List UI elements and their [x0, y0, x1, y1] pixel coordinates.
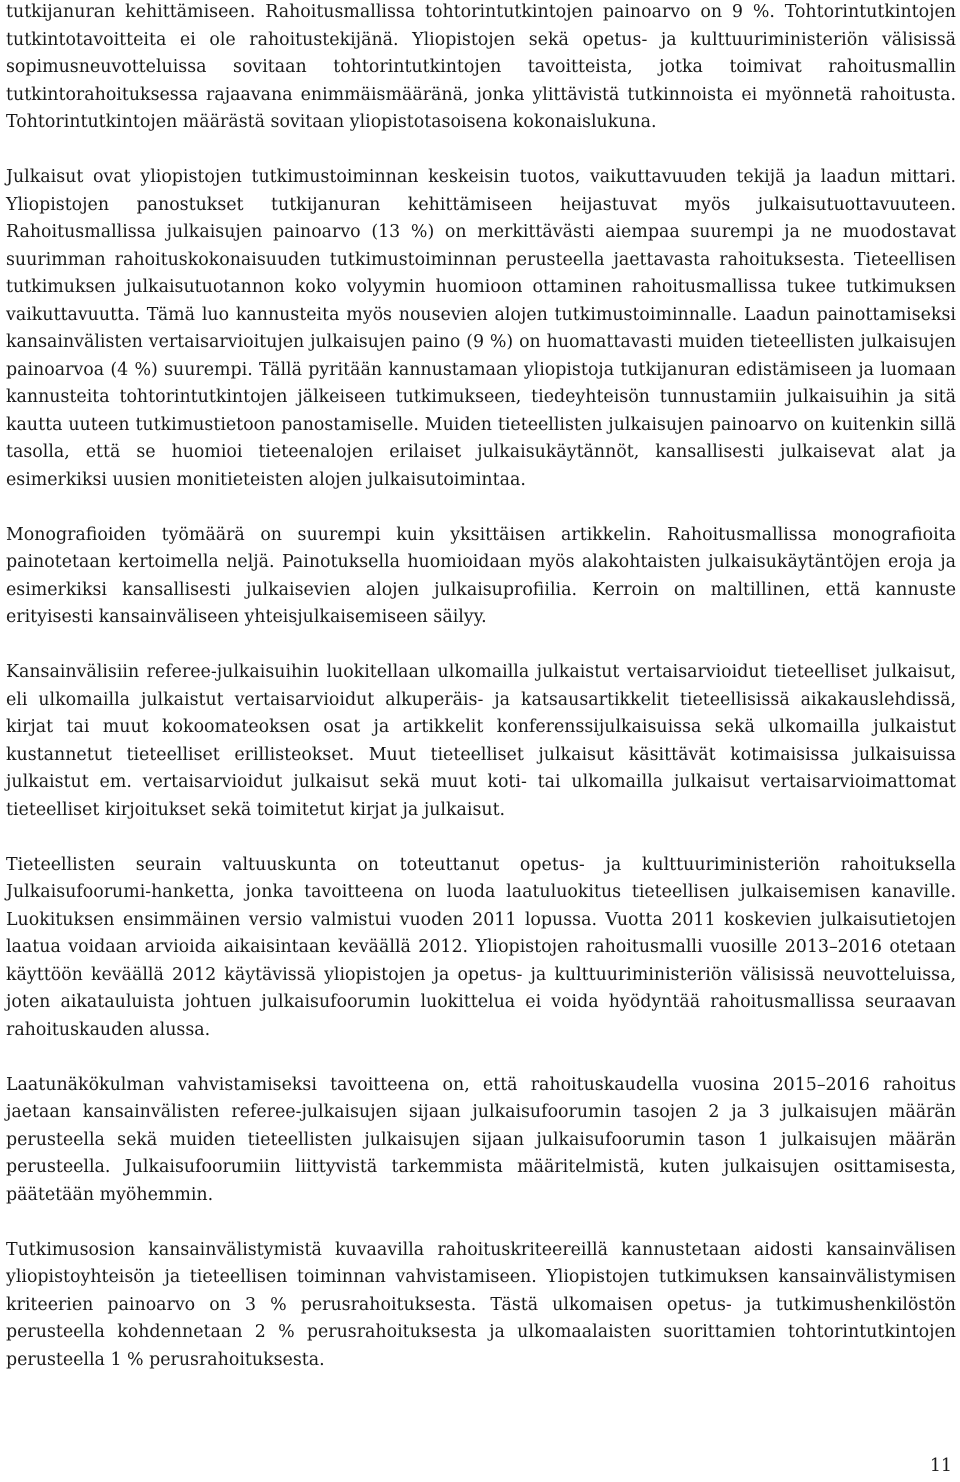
paragraph-quality-perspective: Laatunäkökulman vahvistamiseksi tavoitteena on, että rahoituskaudella vuosina 2015–2016 rahoitus jaetaan kansainvälisten referee-julkaisujen sijaan julkaisufoorumin tasojen 2 ja 3 julkaisujen määrän perusteella sekä muiden tieteellisten julkaisujen sijaan julkaisufoorumin tason 1 julkaisujen määrän perusteella. Julkaisufoorumiin liittyvistä tarkemmista määritelmistä, kuten julkaisujen osittamisesta, päätetään myöhemmin. — [6, 1074, 956, 1205]
paragraph-publication-forum: Tieteellisten seurain valtuuskunta on toteuttanut opetus- ja kulttuuriministeriön rahoituksella Julkaisufoorumi-hanketta, jonka tavoitteena on luoda laatuluokitus tieteellisen julkaisemisen kanaville. Luokituksen ensimmäinen versio valmistui vuoden 2011 lopussa. Vuotta 2011 koskevien julkaisutietojen laatua voidaan arvioida aikaisintaan keväällä 2012. Yliopistojen rahoitusmalli vuosille 2013–2016 otetaan käyttöön keväällä 2012 käytävissä yliopistojen ja opetus- ja kulttuuriministeriön välisissä neuvotteluissa, joten aikatauluista johtuen julkaisufoorumin luokittelua ei voida hyödyntää rahoitusmallissa seuraavan rahoituskauden alussa. — [6, 854, 956, 1040]
page-number: 11 — [929, 1456, 952, 1476]
paragraph-monographs: Monografioiden työmäärä on suurempi kuin yksittäisen artikkelin. Rahoitusmallissa monografioita painotetaan kertoimella neljä. Painotuksella huomioidaan myös alakohtaisten julkaisukäytäntöjen eroja ja esimerkiksi kansallisesti julkaisevien alojen julkaisuprofiilia. Kerroin on maltillinen, että kannuste erityisesti kansainväliseen yhteisjulkaisemiseen säilyy. — [6, 524, 956, 627]
paragraph-internationalisation: Tutkimusosion kansainvälistymistä kuvaavilla rahoituskriteereillä kannustetaan aidosti kansainvälisen yliopistoyhteisön ja tieteellisen toiminnan vahvistamiseen. Yliopistojen tutkimuksen kansainvälistymisen kriteerien painoarvo on 3 % perusrahoituksesta. Tästä ulkomaisen opetus- ja tutkimushenkilöstön perusteella kohdennetaan 2 % perusrahoituksesta ja ulkomaalaisten suorittamien tohtorintutkintojen perusteella 1 % perusrahoituksesta. — [6, 1239, 956, 1370]
paragraph-referee-publications: Kansainvälisiin referee-julkaisuihin luokitellaan ulkomailla julkaistut vertaisarvioidut tieteelliset julkaisut, eli ulkomailla julkaistut vertaisarvioidut alkuperäis- ja katsausartikkelit tieteellisissä aikakauslehdissä, kirjat tai muut kokoomateoksen osat ja artikkelit konferenssijulkaisuissa sekä ulkomailla julkaistut kustannetut tieteelliset erillisteokset. Muut tieteelliset julkaisut käsittävät kotimaisissa julkaisuissa julkaistut em. vertaisarvioidut julkaisut sekä muut koti- tai ulkomailla julkaisut vertaisarvioimattomat tieteelliset kirjoitukset sekä toimitetut kirjat ja julkaisut. — [6, 662, 956, 820]
paragraph-publications: Julkaisut ovat yliopistojen tutkimustoiminnan keskeisin tuotos, vaikuttavuuden tekijä ja laadun mittari. Yliopistojen panostukset tutkijanuran kehittämiseen heijastuvat myös julkaisutuottavuuteen. Rahoitusmallissa julkaisujen painoarvo (13 %) on merkittävästi aiempaa suurempi ja ne muodostavat suurimman rahoituskokonaisuuden tutkimustoiminnan perusteella jaettavasta rahoituksesta. Tieteellisen tutkimuksen julkaisutuotannon koko volyymin huomioon ottaminen rahoitusmallissa tukee tutkimuksen vaikuttavuutta. Tämä luo kannusteita myös nousevien alojen tutkimustoiminnalle. Laadun painottamiseksi kansainvälisten vertaisarvioitujen julkaisujen paino (9 %) on huomattavasti muiden tieteellisten julkaisujen painoarvoa (4 %) suurempi. Tällä pyritään kannustamaan yliopistoja tutkijanuran edistämiseen ja luomaan kannusteita tohtorintutkintojen jälkeiseen tutkimukseen, tiedeyhteisön tunnustamiin julkaisuihin ja sitä kautta uuteen tutkimustietoon panostamiselle. Muiden tieteellisten julkaisujen painoarvo on kuitenkin sillä tasolla, että se huomioi tieteenalojen erilaiset julkaisukäytännöt, kansallisesti julkaisevat alat ja esimerkiksi uusien monitieteisten alojen julkaisutoimintaa. — [6, 167, 956, 490]
paragraph-doctoral-degrees: tutkijanuran kehittämiseen. Rahoitusmallissa tohtorintutkintojen painoarvo on 9 %. Tohtorintutkintojen tutkintotavoitteita ei ole rahoitustekijänä. Yliopistojen sekä opetus- ja kulttuuriministeriön välisissä sopimusneuvotteluissa sovitaan tohtorintutkintojen tavoitteista, jotka toimivat rahoitusmallin tutkintorahoituksessa rajaavana enimmäismääränä, jonka ylittävistä tutkinnoista ei myönnetä rahoitusta. Tohtorintutkintojen määrästä sovitaan yliopistotasoisena kokonaislukuna. — [6, 2, 956, 132]
body-text — [6, 0, 956, 1374]
